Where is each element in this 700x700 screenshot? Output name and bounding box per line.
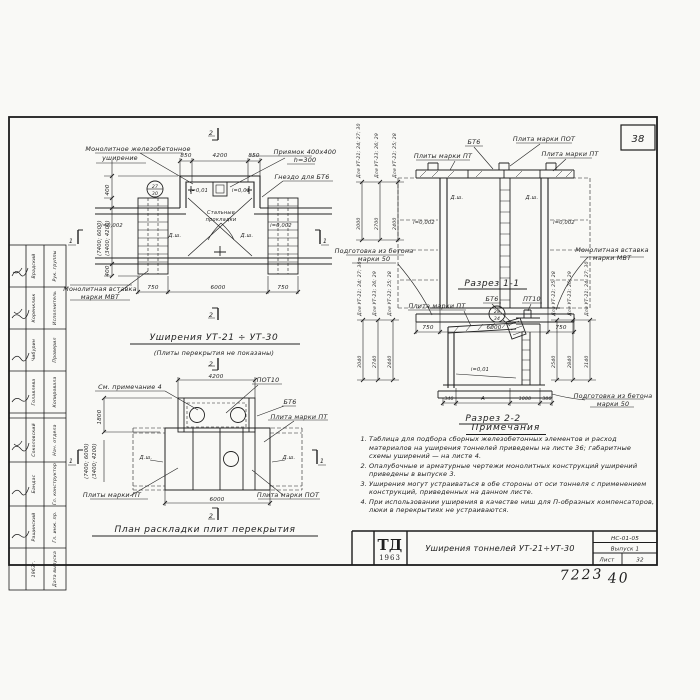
dim-top-right: 850 <box>248 153 260 159</box>
label-monolithic-widening: Монолитное железобетонное <box>85 145 191 153</box>
s11-label-bt6: БТ6 <box>467 138 481 146</box>
note-number: 1. <box>360 435 367 443</box>
ps-range-1: (7400; 6000) <box>84 443 90 479</box>
s22-label-prep-2: марки 50 <box>596 400 630 408</box>
s22-dim-2: А <box>480 396 486 402</box>
s22-label-bt6: БТ6 <box>485 295 499 303</box>
stamp-name-7: Ращинский <box>32 512 37 542</box>
s11-dim-750l: 750 <box>422 325 434 331</box>
s11-label-insert: Монолитная вставка <box>575 246 649 254</box>
ps-range-2: (3400; 4200) <box>92 443 98 479</box>
s22-rotr-h-1: 2540 <box>552 355 557 368</box>
plan-slabs-title: План раскладки плит перекрытия <box>114 525 296 535</box>
s11-rot-types-3: Для УТ-22; 25; 28 <box>393 133 398 178</box>
ps-mark-1-right: 1 <box>319 457 325 465</box>
note-number: 4. <box>360 497 367 506</box>
callout-bottom: 30 <box>151 192 159 197</box>
stamp-name-4: Голавлева <box>32 378 37 406</box>
notes-title: Примечания <box>357 423 655 433</box>
s22-label-pt10: ПТ10 <box>523 295 541 303</box>
ps-label-pt-plates: Плиты марки ПТ <box>82 491 142 499</box>
ps-label-pt: Плита марки ПТ <box>270 413 328 421</box>
ps-dim-left: 1800 <box>97 409 103 425</box>
label-steel-pads-2: прокладки <box>205 217 237 223</box>
ps-label-pot-plate: Плита марки ПОТ <box>256 491 320 499</box>
s11-rot-h-2: 2700 <box>375 217 380 230</box>
stamp-role-5: Нач. отдела <box>53 424 58 456</box>
handwritten-number-left: 7223 <box>559 566 604 584</box>
label-monolithic-widening-2: уширение <box>102 154 138 162</box>
label-insert: Монолитная вставка <box>63 285 137 293</box>
title-block-issue: Выпуск 1 <box>610 546 640 553</box>
stamp-name-6: Бандас <box>32 474 37 494</box>
stamp-date-year: 1963г. <box>32 560 37 578</box>
ps-label-bt6: БТ6 <box>283 398 297 406</box>
title-block-sheet-number: 32 <box>636 557 644 564</box>
s11-label-pt: Плита марки ПТ <box>541 150 599 158</box>
title-block-series: НС-01-05 <box>611 536 639 542</box>
s22-dim-3: 1000 <box>518 397 532 402</box>
note-text: Уширения могут устраиваться в обе стороны от оси тоннеля с применением конструкций, приведенных на данном листе. <box>369 479 647 496</box>
stamp-date-label: Дата выпуска <box>53 551 58 587</box>
s11-rot-types-1: Для УТ-21; 24; 27; 30 <box>357 123 362 178</box>
stamp-role-4: Копировала <box>53 376 58 408</box>
note-number: 2. <box>360 461 367 470</box>
s22-rotr-types-1: Для УТ-22; 25; 28 <box>552 271 557 316</box>
s22-label-prep: Подготовка из бетона <box>573 392 653 400</box>
stamp-role-1: Рук. группы <box>53 250 58 282</box>
label-slope-001-left: i=0,01 <box>189 188 209 194</box>
s22-dim-1: 340 <box>444 397 454 402</box>
label-pit: Приямок 400х400 <box>273 148 337 156</box>
td-logo-year: 1963 <box>379 554 401 562</box>
title-block-sheet-label: Лист <box>599 557 615 564</box>
label-slope-0002-right: i=0,002 <box>270 223 292 229</box>
s11-rot-h-1: 3000 <box>357 217 362 230</box>
note-item-2 <box>357 462 655 479</box>
s11-rot-h-3: 2400 <box>393 217 398 230</box>
s11-slope-right: i=0,002 <box>553 220 575 226</box>
note-text: Таблица для подбора сборных железобетонных элементов и расход материалов на уширения тоннелей приведены на листе 36; габаритные схемы уширений — на листе 4. <box>369 435 632 460</box>
note-text: Опалубочные и арматурные чертежи монолитных конструкций уширений приведены в выпуске 3. <box>369 461 638 478</box>
callout-top: 27 <box>151 185 159 190</box>
label-dsh-left: Д.ш. <box>168 233 182 239</box>
plan-widening-subtitle: (Плиты перекрытия не показаны) <box>153 349 275 357</box>
label-insert-2: марки МВТ <box>80 293 120 301</box>
label-dsh-right: Д.ш. <box>240 233 254 239</box>
ps-dsh-left: Д.ш. <box>139 455 153 461</box>
stamp-role-6: Гл. конструктор <box>53 462 58 506</box>
s11-dsh-left: Д.ш. <box>450 195 464 201</box>
ps-label-pot10: ПОТ10 <box>256 376 280 384</box>
s11-dim-6000: 6000 <box>486 325 502 331</box>
s11-label-pt-plates: Плиты марки ПТ <box>413 152 473 160</box>
plan-widening-title: Уширения УТ-21 ÷ УТ-30 <box>149 333 279 343</box>
label-pit-2: h=300 <box>293 156 317 164</box>
s22-rotl-types-1: Для УТ-21; 24; 27; 30 <box>358 261 363 316</box>
s11-dsh-right: Д.ш. <box>525 195 539 201</box>
label-slope-001-right: i=0,01 <box>231 188 251 194</box>
s11-label-prep: Подготовка из бетона <box>334 247 414 255</box>
s22-label-pt: Плита марки ПТ <box>408 302 466 310</box>
label-nest-bt6: Гнездо для БТ6 <box>274 173 330 181</box>
s22-callout-top: 28 <box>493 310 501 315</box>
stamp-role-3: Проверил <box>53 337 58 363</box>
s22-dim-4: 300 <box>542 397 552 402</box>
dim-bottom-mid: 6000 <box>210 285 226 291</box>
stamp-name-1: Врадский <box>32 253 37 279</box>
td-logo: ТД <box>377 536 403 554</box>
note-item-3 <box>357 480 655 497</box>
s22-rotl-h-3: 2440 <box>388 355 393 368</box>
note-item-1 <box>357 435 655 461</box>
notes-block <box>357 423 655 516</box>
dim-top-left: 850 <box>180 153 192 159</box>
ps-dim-bottom: 6000 <box>209 497 225 503</box>
dim-top-mid: 4200 <box>212 153 228 159</box>
label-steel-pads: Стальные <box>207 210 235 216</box>
ps-dim-top: 4200 <box>208 374 224 380</box>
s11-label-pot: Плита марки ПОТ <box>512 135 576 143</box>
stamp-name-5: Соколовский <box>32 423 37 457</box>
title-block-title: Уширения тоннелей УТ-21÷УТ-30 <box>425 543 575 553</box>
s22-rotr-h-3: 3140 <box>585 355 590 368</box>
s22-rotl-types-2: Для УТ-23; 26; 29 <box>373 271 378 316</box>
dim-range-1: (7400; 6000) <box>97 220 103 256</box>
dim-left-bottom: 400 <box>105 265 111 277</box>
note-text: При использовании уширения в качестве ниш для П-образных компенсаторов, люки в перекрытиях не устраиваются. <box>369 497 655 514</box>
dim-range-2: (3400; 4200) <box>105 220 111 256</box>
label-slope-0002-left: i=0,002 <box>101 223 123 229</box>
mark-2-bottom: 2 <box>208 311 214 319</box>
s22-rotl-h-2: 2740 <box>373 355 378 368</box>
handwritten-number-right: 40 <box>607 570 630 587</box>
ps-dsh-right: Д.ш. <box>282 455 296 461</box>
ps-mark-2-bottom: 2 <box>208 512 214 520</box>
ps-mark-2-top: 2 <box>208 360 214 368</box>
s22-rotl-types-3: Для УТ-22; 25; 28 <box>388 271 393 316</box>
page-badge: 38 <box>631 134 645 145</box>
s22-rotr-h-2: 2840 <box>568 355 573 368</box>
dim-bottom-left: 750 <box>147 285 159 291</box>
s11-slope-left: i=0,002 <box>413 220 435 226</box>
ps-mark-1-left: 1 <box>68 457 74 465</box>
dim-left-top: 400 <box>105 184 111 196</box>
s22-rotr-types-2: Для УТ-23; 26; 29 <box>568 271 573 316</box>
ps-label-see-note: См. примечание 4 <box>98 383 162 391</box>
note-number: 3. <box>360 479 367 488</box>
mark-1-right: 1 <box>322 237 328 245</box>
s22-slope: i=0,01 <box>470 367 490 373</box>
mark-2-top: 2 <box>208 129 214 137</box>
s11-dim-750r: 750 <box>555 325 567 331</box>
stamp-role-2: Исполнитель <box>53 290 58 326</box>
s22-rotr-types-3: Для УТ-21; 24; 27; 30 <box>585 261 590 316</box>
mark-1-left: 1 <box>68 237 74 245</box>
s11-label-insert-2: марки МВТ <box>592 254 632 262</box>
section-1-1-title: Разрез 1-1 <box>464 279 520 289</box>
dim-bottom-right: 750 <box>277 285 289 291</box>
note-item-4 <box>357 498 655 515</box>
s11-label-prep-2: марки 50 <box>357 255 391 263</box>
s11-rot-types-2: Для УТ-23; 26; 29 <box>375 133 380 178</box>
s22-rotl-h-1: 3040 <box>358 355 363 368</box>
s22-callout-bottom: 34 <box>493 317 501 322</box>
stamp-name-3: Чибурин <box>32 339 37 361</box>
stamp-name-2: Коренклюк <box>32 293 37 323</box>
stamp-role-7: Гл. инж. пр. <box>53 511 58 543</box>
section-2-2-title: Разрез 2-2 <box>465 414 521 424</box>
